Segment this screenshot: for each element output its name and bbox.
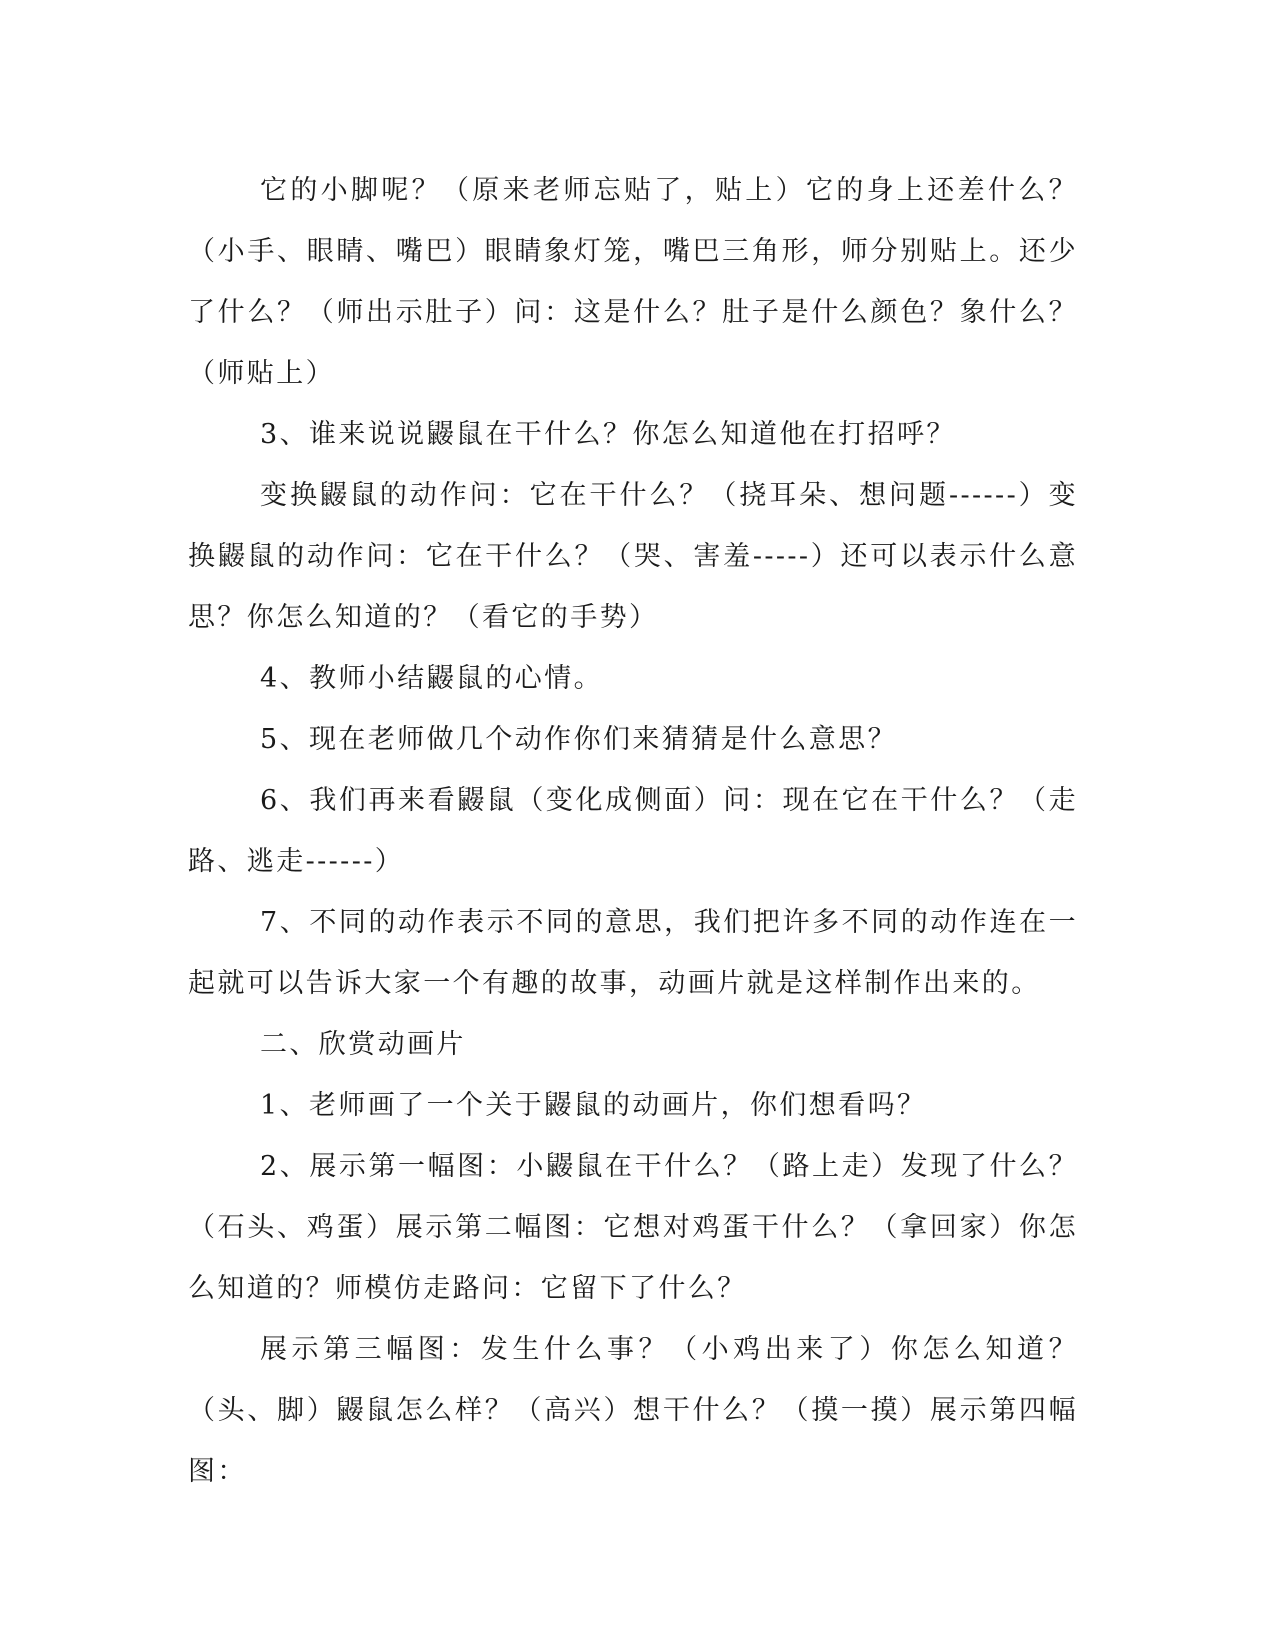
paragraph-3: 变换鼹鼠的动作问：它在干什么？（挠耳朵、想问题------）变换鼹鼠的动作问：它在干什么？（哭、害羞-----）还可以表示什么意思？你怎么知道的？（看它的手势） [188,480,1078,633]
paragraph-2: 3、谁来说说鼹鼠在干什么？你怎么知道他在打招呼？ [260,419,956,450]
paragraph-10: 展示第三幅图：发生什么事？（小鸡出来了）你怎么知道？（头、脚）鼹鼠怎么样？（高兴）想干什么？（摸一摸）展示第四幅图： [188,1334,1078,1487]
section-heading: 二、欣赏动画片 [260,1029,466,1060]
paragraph-4: 4、教师小结鼹鼠的心情。 [260,663,603,694]
paragraph-7: 7、不同的动作表示不同的意思，我们把许多不同的动作连在一起就可以告诉大家一个有趣的故事，动画片就是这样制作出来的。 [188,907,1078,999]
paragraph-8: 1、老师画了一个关于鼹鼠的动画片，你们想看吗？ [260,1090,927,1121]
paragraph-9: 2、展示第一幅图：小鼹鼠在干什么？（路上走）发现了什么？（石头、鸡蛋）展示第二幅图：它想对鸡蛋干什么？（拿回家）你怎么知道的？师模仿走路问：它留下了什么？ [188,1151,1078,1304]
paragraph-5: 5、现在老师做几个动作你们来猜猜是什么意思？ [260,724,897,755]
paragraph-6: 6、我们再来看鼹鼠（变化成侧面）问：现在它在干什么？（走路、逃走------） [188,785,1078,877]
document-body [188,160,1078,1502]
paragraph-1: 它的小脚呢？（原来老师忘贴了，贴上）它的身上还差什么？（小手、眼睛、嘴巴）眼睛象灯笼，嘴巴三角形，师分别贴上。还少了什么？（师出示肚子）问：这是什么？肚子是什么颜色？象什么？（师贴上） [188,175,1078,389]
